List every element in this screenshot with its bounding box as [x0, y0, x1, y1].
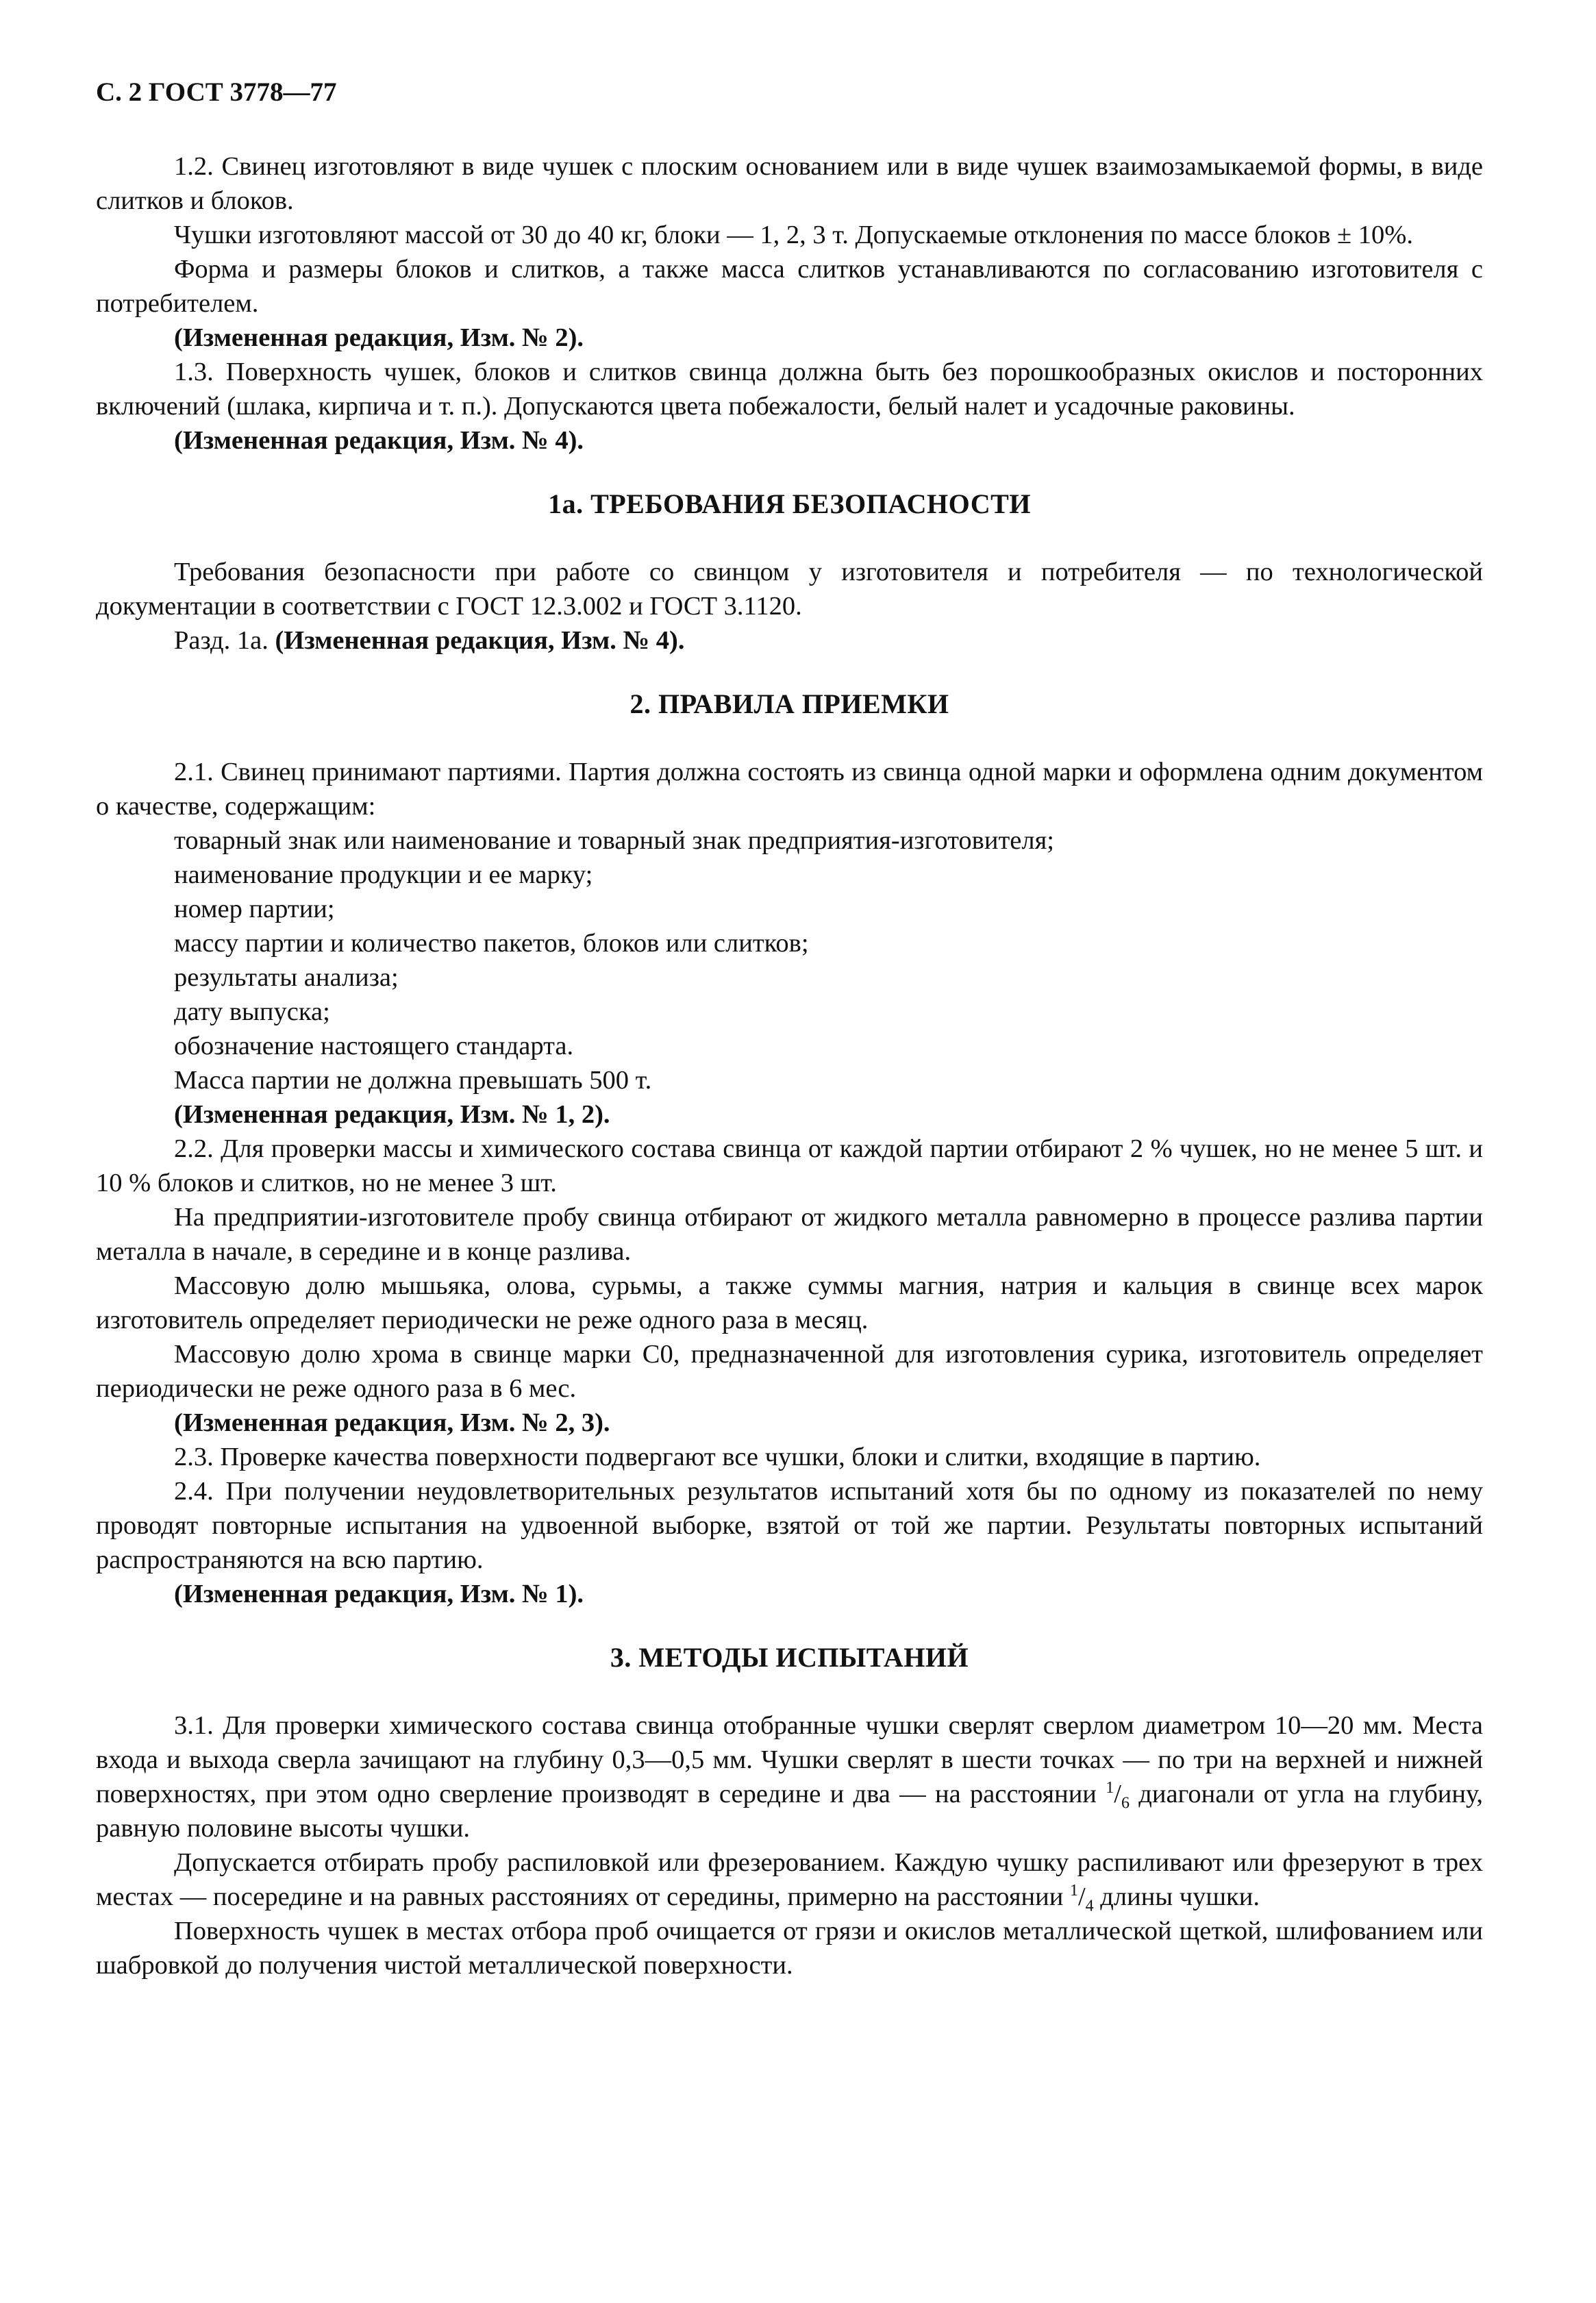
batch-mass-limit: Масса партии не должна превышать 500 т.: [174, 1066, 652, 1095]
amendment-note: (Измененная редакция, Изм. № 1, 2).: [174, 1100, 610, 1129]
list-item: наименование продукции и ее марку;: [174, 860, 593, 889]
section-1a: [96, 555, 1483, 658]
amendment-note: (Измененная редакция, Изм. № 4).: [275, 626, 685, 655]
page-header: С. 2 ГОСТ 3778—77: [96, 77, 337, 107]
list-item: товарный знак или наименование и товарный знак предприятия-изготовителя;: [174, 826, 1054, 855]
safety-requirements: Требования безопасности при работе со свинцом у изготовителя и потребителя — по технологической документации в соответствии с ГОСТ 12.3.002 и ГОСТ 3.1120.: [96, 558, 1483, 621]
clause-3-1: [96, 1708, 1483, 1845]
section-2-title: 2. ПРАВИЛА ПРИЕМКИ: [629, 688, 949, 719]
paragraph-sawing-text-end: длины чушки.: [1100, 1882, 1260, 1911]
paragraph-chromium: Массовую долю хрома в свинце марки С0, предназначенной для изготовления сурика, изготовитель определяет периодически не реже одного раза в 6 мес.: [96, 1340, 1483, 1403]
note-prefix: Разд. 1а.: [174, 626, 269, 655]
section-2: [96, 755, 1483, 1611]
clause-3-1-text-end: диагонали от угла на глубину, равную половине высоты чушки.: [96, 1780, 1484, 1843]
fraction-denominator: 4: [1085, 1897, 1094, 1915]
amendment-note: (Измененная редакция, Изм. № 2, 3).: [174, 1408, 610, 1437]
fraction-numerator: 1: [1069, 1882, 1078, 1900]
fraction-one-sixth: $^1/_6$: [1106, 1779, 1130, 1813]
clause-2-1: 2.1. Свинец принимают партиями. Партия должна состоять из свинца одной марки и оформлена одним документом о качестве, содержащим:: [96, 758, 1483, 821]
section-amendment-note: [96, 623, 1483, 658]
paragraph-sawing-text: Допускается отбирать пробу распиловкой или фрезерованием. Каждую чушку распиливают или фрезеруют в трех местах — посередине и на равных расстояниях от середины, примерно на расстоянии: [96, 1848, 1483, 1911]
amendment-note: (Измененная редакция, Изм. № 4).: [174, 426, 584, 455]
fraction-denominator: 6: [1121, 1794, 1130, 1813]
amendment-note: (Измененная редакция, Изм. № 2).: [174, 323, 584, 352]
clause-2-2: 2.2. Для проверки массы и химического состава свинца от каждой партии отбирают 2 % чушек, но не менее 5 шт. и 10 % блоков и слитков, но не менее 3 шт.: [96, 1134, 1483, 1197]
amendment-note: (Измененная редакция, Изм. № 1).: [174, 1580, 584, 1608]
section-1a-title: 1а. ТРЕБОВАНИЯ БЕЗОПАСНОСТИ: [548, 488, 1031, 519]
list-item: результаты анализа;: [174, 963, 399, 992]
clause-2-4: 2.4. При получении неудовлетворительных результатов испытаний хотя бы по одному из показателей по нему проводят повторные испытания на удвоенной выборке, взятой от той же партии. Результаты повторных испытаний распространяются на всю партию.: [96, 1477, 1483, 1574]
clause-3-1-text: 3.1. Для проверки химического состава свинца отобранные чушки сверлят сверлом диаметром 10—20 мм. Места входа и выхода сверла зачищают на глубину 0,3—0,5 мм. Чушки сверлят в шести точках — по три на верхней и нижней поверхностях, при этом одно сверление производят в середине и два — на расстоянии: [96, 1711, 1483, 1808]
list-item: обозначение настоящего стандарта.: [174, 1032, 574, 1060]
paragraph-form: Форма и размеры блоков и слитков, а также масса слитков устанавливаются по согласованию изготовителя с потребителем.: [96, 255, 1483, 318]
document-page: [96, 75, 1483, 1982]
paragraph-mass: Чушки изготовляют массой от 30 до 40 кг, блоки — 1, 2, 3 т. Допускаемые отклонения по массе блоков ± 10%.: [174, 221, 1413, 249]
list-item: массу партии и количество пакетов, блоков или слитков;: [174, 929, 809, 958]
list-item: номер партии;: [174, 895, 335, 923]
fraction-numerator: 1: [1106, 1779, 1114, 1797]
paragraph-arsenic: Массовую долю мышьяка, олова, сурьмы, а также суммы магния, натрия и кальция в свинце всех марок изготовитель определяет периодически не реже одного раза в месяц.: [96, 1271, 1483, 1334]
section-3: [96, 1708, 1483, 1982]
clause-1-2: 1.2. Свинец изготовляют в виде чушек с плоским основанием или в виде чушек взаимозамыкаемой формы, в виде слитков и блоков.: [96, 152, 1483, 215]
paragraph-sawing: [96, 1845, 1483, 1914]
paragraph-sampling: На предприятии-изготовителе пробу свинца отбирают от жидкого металла равномерно в процессе разлива партии металла в начале, в середине и в конце разлива.: [96, 1203, 1483, 1266]
clause-1-3: 1.3. Поверхность чушек, блоков и слитков свинца должна быть без порошкообразных окислов и посторонних включений (шлака, кирпича и т. п.). Допускаются цвета побежалости, белый налет и усадочные раковины.: [96, 358, 1483, 421]
clause-2-3: 2.3. Проверке качества поверхности подвергают все чушки, блоки и слитки, входящие в партию.: [174, 1443, 1261, 1471]
section-1-continued: [96, 149, 1483, 458]
list-item: дату выпуска;: [174, 997, 330, 1026]
paragraph-cleaning: Поверхность чушек в местах отбора проб очищается от грязи и окислов металлической щеткой, шлифованием или шабровкой до получения чистой металлической поверхности.: [96, 1917, 1483, 1980]
fraction-one-quarter: $^1/_4$: [1069, 1882, 1094, 1915]
section-3-title: 3. МЕТОДЫ ИСПЫТАНИЙ: [610, 1642, 969, 1673]
